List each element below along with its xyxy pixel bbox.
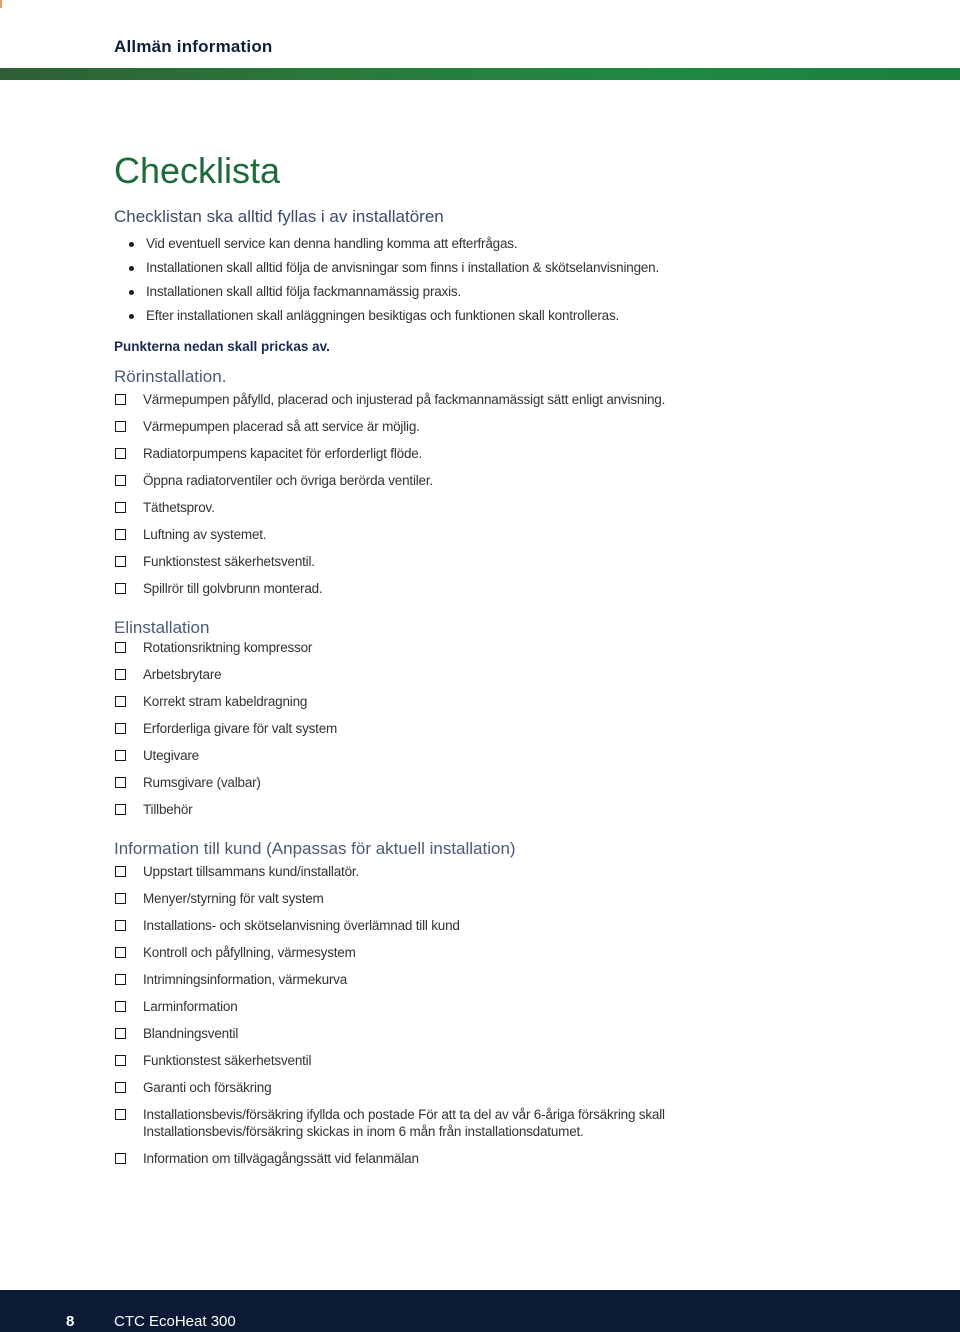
checklist-item[interactable]: [114, 917, 874, 934]
checklist-item-label: Menyer/styrning för valt system: [143, 891, 324, 906]
checklist-item[interactable]: [114, 580, 874, 597]
checklist-item[interactable]: [114, 1079, 874, 1096]
bullet-text: Efter installationen skall anläggningen besiktigas och funktionen skall kontrolleras.: [146, 308, 620, 323]
page-number: 8: [66, 1313, 75, 1330]
checkbox-icon[interactable]: [115, 1109, 126, 1120]
checklist-item[interactable]: [114, 890, 874, 907]
checklist-rorinstallation: [114, 391, 874, 597]
checkbox-icon[interactable]: [115, 1153, 126, 1164]
bullet-item: [114, 256, 874, 280]
checklist-item[interactable]: [114, 553, 874, 570]
checklist-item-label: Funktionstest säkerhetsventil: [143, 1053, 312, 1068]
checklist-item-label: Radiatorpumpens kapacitet för erforderligt flöde.: [143, 446, 423, 461]
bullet-icon: [129, 266, 134, 271]
checklist-item-label: Kontroll och påfyllning, värmesystem: [143, 945, 356, 960]
header-title: Allmän information: [114, 37, 273, 56]
checklist-item-label: Information om tillvägagångssätt vid felanmälan: [143, 1151, 419, 1166]
checklist-item-label: Tillbehör: [143, 802, 193, 817]
checklist-item-label: Blandningsventil: [143, 1026, 239, 1041]
checkbox-icon[interactable]: [115, 777, 126, 788]
corner-mark: [0, 0, 2, 8]
checkbox-icon[interactable]: [115, 394, 126, 405]
bullet-icon: [129, 314, 134, 319]
checklist-item-label: Luftning av systemet.: [143, 527, 267, 542]
checklist-item[interactable]: [114, 1052, 874, 1069]
bullet-icon: [129, 242, 134, 247]
page-title: Checklista: [114, 150, 281, 191]
checkbox-icon[interactable]: [115, 475, 126, 486]
checkbox-icon[interactable]: [115, 1001, 126, 1012]
bullet-text: Installationen skall alltid följa de anvisningar som finns i installation & skötselanvisningen.: [146, 260, 660, 275]
checkbox-icon[interactable]: [115, 556, 126, 567]
checklist-item-label: Funktionstest säkerhetsventil.: [143, 554, 315, 569]
checklist-item[interactable]: [114, 863, 874, 880]
checklist-item[interactable]: [114, 418, 874, 435]
checklist-item[interactable]: [114, 639, 874, 656]
bullet-icon: [129, 290, 134, 295]
checklist-item-label: Arbetsbrytare: [143, 667, 222, 682]
checklist-item-label: Värmepumpen placerad så att service är möjlig.: [143, 419, 420, 434]
checklist-item-label: Täthetsprov.: [143, 500, 215, 515]
checkbox-icon[interactable]: [115, 529, 126, 540]
checklist-item[interactable]: [114, 445, 874, 462]
checklist-item[interactable]: [114, 720, 874, 737]
checklist-item[interactable]: [114, 1106, 743, 1140]
bullet-item: [114, 280, 874, 304]
checklist-item-label: Garanti och försäkring: [143, 1080, 272, 1095]
checklist-item[interactable]: [114, 526, 874, 543]
checklist-item-label: Intrimningsinformation, värmekurva: [143, 972, 348, 987]
section-heading-information-till-kund: Information till kund (Anpassas för aktuell installation): [114, 839, 516, 858]
checklist-item[interactable]: [114, 747, 874, 764]
checklist-item-label: Uppstart tillsammans kund/installatör.: [143, 864, 359, 879]
checklist-item-label: Installations- och skötselanvisning överlämnad till kund: [143, 918, 460, 933]
section-heading-rorinstallation: Rörinstallation.: [114, 367, 227, 386]
checklist-item[interactable]: [114, 1150, 874, 1167]
checklist-item[interactable]: [114, 971, 874, 988]
bullet-item: [114, 304, 874, 328]
checklist-item[interactable]: [114, 666, 874, 683]
section-heading-elinstallation: Elinstallation: [114, 618, 210, 637]
checklist-item-label: Spillrör till golvbrunn monterad.: [143, 581, 323, 596]
checkbox-icon[interactable]: [115, 448, 126, 459]
checklist-item[interactable]: [114, 998, 874, 1015]
checkbox-icon[interactable]: [115, 1028, 126, 1039]
checkbox-icon[interactable]: [115, 974, 126, 985]
checkbox-icon[interactable]: [115, 947, 126, 958]
checkbox-icon[interactable]: [115, 893, 126, 904]
footer-product-name: CTC EcoHeat 300: [114, 1313, 236, 1330]
bullet-text: Installationen skall alltid följa fackmannamässig praxis.: [146, 284, 462, 299]
checkbox-icon[interactable]: [115, 920, 126, 931]
checklist-elinstallation: [114, 639, 874, 818]
checklist-item-label: Korrekt stram kabeldragning: [143, 694, 308, 709]
intro-heading: Checklistan ska alltid fyllas i av installatören: [114, 207, 444, 226]
checklist-item-label: Installationsbevis/försäkring ifyllda och postade För att ta del av vår 6-åriga försäkring skall Installationsbevis/försäkring skickas in inom 6 mån från installationsdatumet.: [143, 1107, 665, 1139]
checklist-item[interactable]: [114, 472, 874, 489]
checklist-item[interactable]: [114, 499, 874, 516]
checkbox-icon[interactable]: [115, 750, 126, 761]
checkbox-icon[interactable]: [115, 866, 126, 877]
checkbox-icon[interactable]: [115, 1082, 126, 1093]
checkbox-icon[interactable]: [115, 1055, 126, 1066]
checklist-item[interactable]: [114, 774, 874, 791]
bullet-item: [114, 232, 874, 256]
intro-bullet-list: [114, 232, 874, 328]
checkbox-icon[interactable]: [115, 421, 126, 432]
checklist-item-label: Rumsgivare (valbar): [143, 775, 261, 790]
checklist-item-label: Larminformation: [143, 999, 238, 1014]
checklist-item-label: Öppna radiatorventiler och övriga berörda ventiler.: [143, 473, 433, 488]
header-bar: [0, 68, 960, 80]
checkbox-icon[interactable]: [115, 642, 126, 653]
checklist-item[interactable]: [114, 944, 874, 961]
checklist-item[interactable]: [114, 1025, 874, 1042]
checkbox-icon[interactable]: [115, 502, 126, 513]
checkbox-icon[interactable]: [115, 583, 126, 594]
checkbox-icon[interactable]: [115, 804, 126, 815]
checklist-item-label: Erforderliga givare för valt system: [143, 721, 338, 736]
checkbox-icon[interactable]: [115, 696, 126, 707]
checklist-item-label: Utegivare: [143, 748, 199, 763]
checklist-item-label: Värmepumpen påfylld, placerad och injusterad på fackmannamässigt sätt enligt anvisning.: [143, 392, 666, 407]
checkbox-icon[interactable]: [115, 723, 126, 734]
checklist-item[interactable]: [114, 801, 874, 818]
checklist-item[interactable]: [114, 391, 874, 408]
instruction-note: Punkterna nedan skall prickas av.: [114, 339, 330, 354]
checklist-information-till-kund: [114, 863, 874, 1167]
content: [114, 206, 874, 1177]
checkbox-icon[interactable]: [115, 669, 126, 680]
bullet-text: Vid eventuell service kan denna handling komma att efterfrågas.: [146, 236, 518, 251]
checklist-item[interactable]: [114, 693, 874, 710]
checklist-item-label: Rotationsriktning kompressor: [143, 640, 313, 655]
